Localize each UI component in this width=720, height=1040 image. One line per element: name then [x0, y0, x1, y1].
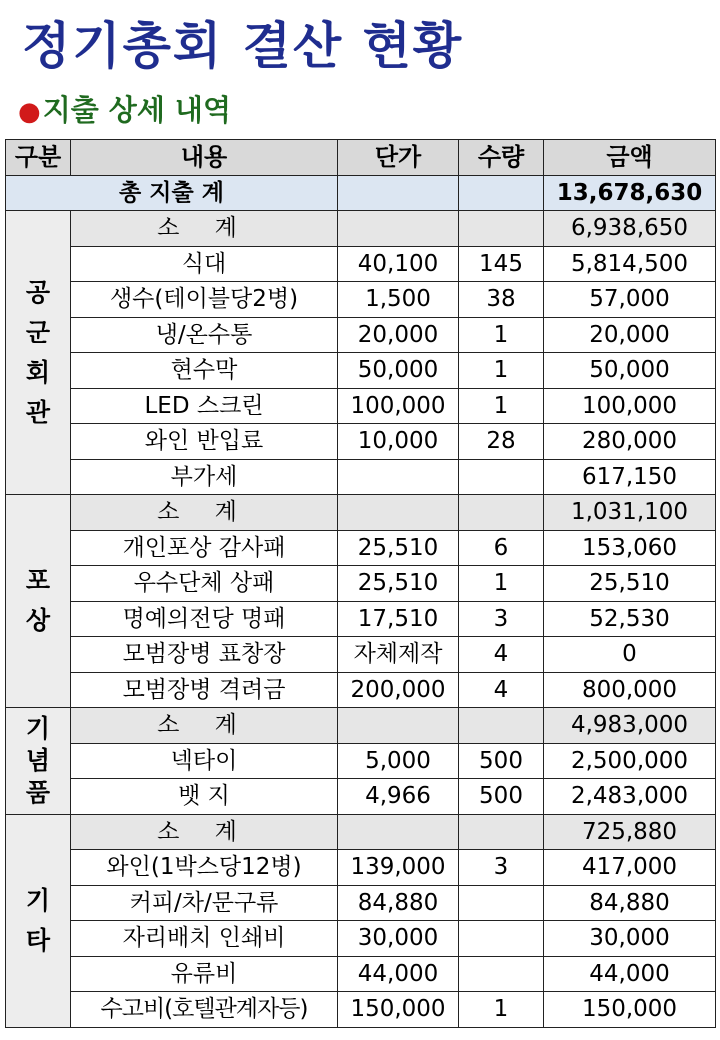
qty-cell: 1: [459, 353, 544, 389]
amount-cell: 417,000: [544, 850, 716, 886]
price-cell: 100,000: [338, 388, 459, 424]
amount-cell: 44,000: [544, 956, 716, 992]
empty-cell: [338, 211, 459, 247]
table-row: [6, 921, 716, 957]
total-amount: 13,678,630: [544, 175, 716, 211]
empty-cell: [459, 708, 544, 744]
amount-cell: 280,000: [544, 424, 716, 460]
bullet-dot-icon: ●: [18, 97, 41, 127]
qty-cell: 1: [459, 566, 544, 602]
price-cell: 30,000: [338, 921, 459, 957]
table-row: [6, 956, 716, 992]
item-cell: LED 스크린: [71, 388, 338, 424]
table-row: [6, 672, 716, 708]
table-header-row: [6, 140, 716, 176]
amount-cell: 100,000: [544, 388, 716, 424]
price-cell: 200,000: [338, 672, 459, 708]
price-cell: 17,510: [338, 601, 459, 637]
item-cell: 현수막: [71, 353, 338, 389]
amount-cell: 153,060: [544, 530, 716, 566]
subtotal-row: [6, 814, 716, 850]
price-cell: 5,000: [338, 743, 459, 779]
empty-cell: [338, 495, 459, 531]
table-row: [6, 317, 716, 353]
item-cell: 수고비(호텔관계자등): [71, 992, 338, 1028]
group-name: 포상: [25, 566, 51, 635]
table-row: [6, 779, 716, 815]
table-row: [6, 459, 716, 495]
price-cell: 139,000: [338, 850, 459, 886]
price-cell: 25,510: [338, 566, 459, 602]
price-cell: 84,880: [338, 885, 459, 921]
price-cell: 20,000: [338, 317, 459, 353]
subtotal-row: [6, 211, 716, 247]
qty-cell: 1: [459, 317, 544, 353]
qty-cell: [459, 885, 544, 921]
amount-cell: 52,530: [544, 601, 716, 637]
amount-cell: 150,000: [544, 992, 716, 1028]
page-title: 정기총회 결산 현황: [22, 17, 464, 75]
table-row: [6, 992, 716, 1028]
item-cell: 자리배치 인쇄비: [71, 921, 338, 957]
qty-cell: 1: [459, 992, 544, 1028]
subtotal-label: 소 계: [71, 708, 338, 744]
subtotal-label: 소 계: [71, 495, 338, 531]
group-name: 기타: [25, 885, 51, 955]
subtotal-label: 소 계: [71, 814, 338, 850]
group-name: 공군회관: [25, 277, 51, 427]
amount-cell: 5,814,500: [544, 246, 716, 282]
item-cell: 모범장병 격려금: [71, 672, 338, 708]
table-row: [6, 388, 716, 424]
qty-cell: 28: [459, 424, 544, 460]
total-qty-cell: [459, 175, 544, 211]
price-cell: 50,000: [338, 353, 459, 389]
item-cell: 넥타이: [71, 743, 338, 779]
empty-cell: [338, 814, 459, 850]
qty-cell: 500: [459, 779, 544, 815]
header-amount: 금액: [544, 140, 716, 176]
total-label: 총 지출 계: [6, 175, 338, 211]
subtotal-amount: 725,880: [544, 814, 716, 850]
total-row: [6, 175, 716, 211]
header-category: 구분: [6, 140, 71, 176]
header-item: 내용: [71, 140, 338, 176]
table-row: [6, 353, 716, 389]
qty-cell: 1: [459, 388, 544, 424]
group-name: 기념품: [25, 713, 51, 807]
subtotal-amount: 1,031,100: [544, 495, 716, 531]
item-cell: 모범장병 표창장: [71, 637, 338, 673]
amount-cell: 50,000: [544, 353, 716, 389]
price-cell: 4,966: [338, 779, 459, 815]
item-cell: 냉/온수통: [71, 317, 338, 353]
qty-cell: [459, 956, 544, 992]
price-cell: 25,510: [338, 530, 459, 566]
group-label-2: [6, 708, 71, 815]
table-row: [6, 530, 716, 566]
table-row: [6, 424, 716, 460]
group-label-0: [6, 211, 71, 495]
amount-cell: 617,150: [544, 459, 716, 495]
table-row: [6, 885, 716, 921]
amount-cell: 800,000: [544, 672, 716, 708]
table-row: [6, 850, 716, 886]
amount-cell: 25,510: [544, 566, 716, 602]
qty-cell: [459, 921, 544, 957]
qty-cell: 3: [459, 601, 544, 637]
empty-cell: [459, 211, 544, 247]
item-cell: 명예의전당 명패: [71, 601, 338, 637]
header-quantity: 수량: [459, 140, 544, 176]
qty-cell: 6: [459, 530, 544, 566]
subtotal-label: 소 계: [71, 211, 338, 247]
qty-cell: 500: [459, 743, 544, 779]
price-cell: 40,100: [338, 246, 459, 282]
item-cell: 뱃 지: [71, 779, 338, 815]
subtotal-amount: 6,938,650: [544, 211, 716, 247]
price-cell: 150,000: [338, 992, 459, 1028]
group-label-1: [6, 495, 71, 708]
item-cell: 커피/차/문구류: [71, 885, 338, 921]
item-cell: 와인(1박스당12병): [71, 850, 338, 886]
item-cell: 개인포상 감사패: [71, 530, 338, 566]
total-price-cell: [338, 175, 459, 211]
subtotal-row: [6, 495, 716, 531]
header-unit-price: 단가: [338, 140, 459, 176]
item-cell: 식대: [71, 246, 338, 282]
item-cell: 와인 반입료: [71, 424, 338, 460]
table-row: [6, 246, 716, 282]
expense-table: [5, 139, 716, 1028]
qty-cell: 4: [459, 637, 544, 673]
qty-cell: 145: [459, 246, 544, 282]
amount-cell: 20,000: [544, 317, 716, 353]
section-subtitle: [18, 88, 231, 129]
qty-cell: [459, 459, 544, 495]
subtotal-amount: 4,983,000: [544, 708, 716, 744]
empty-cell: [459, 495, 544, 531]
qty-cell: 4: [459, 672, 544, 708]
table-row: [6, 637, 716, 673]
section-subtitle-text: 지출 상세 내역: [42, 93, 231, 127]
item-cell: 우수단체 상패: [71, 566, 338, 602]
amount-cell: 57,000: [544, 282, 716, 318]
table-row: [6, 566, 716, 602]
qty-cell: 3: [459, 850, 544, 886]
amount-cell: 30,000: [544, 921, 716, 957]
subtotal-row: [6, 708, 716, 744]
item-cell: 유류비: [71, 956, 338, 992]
price-cell: [338, 459, 459, 495]
qty-cell: 38: [459, 282, 544, 318]
price-cell: 10,000: [338, 424, 459, 460]
item-cell: 부가세: [71, 459, 338, 495]
price-cell: 자체제작: [338, 637, 459, 673]
table-row: [6, 743, 716, 779]
table-row: [6, 282, 716, 318]
price-cell: 44,000: [338, 956, 459, 992]
group-label-3: [6, 814, 71, 1027]
amount-cell: 0: [544, 637, 716, 673]
item-cell: 생수(테이블당2병): [71, 282, 338, 318]
empty-cell: [459, 814, 544, 850]
table-row: [6, 601, 716, 637]
empty-cell: [338, 708, 459, 744]
amount-cell: 2,483,000: [544, 779, 716, 815]
amount-cell: 84,880: [544, 885, 716, 921]
amount-cell: 2,500,000: [544, 743, 716, 779]
price-cell: 1,500: [338, 282, 459, 318]
